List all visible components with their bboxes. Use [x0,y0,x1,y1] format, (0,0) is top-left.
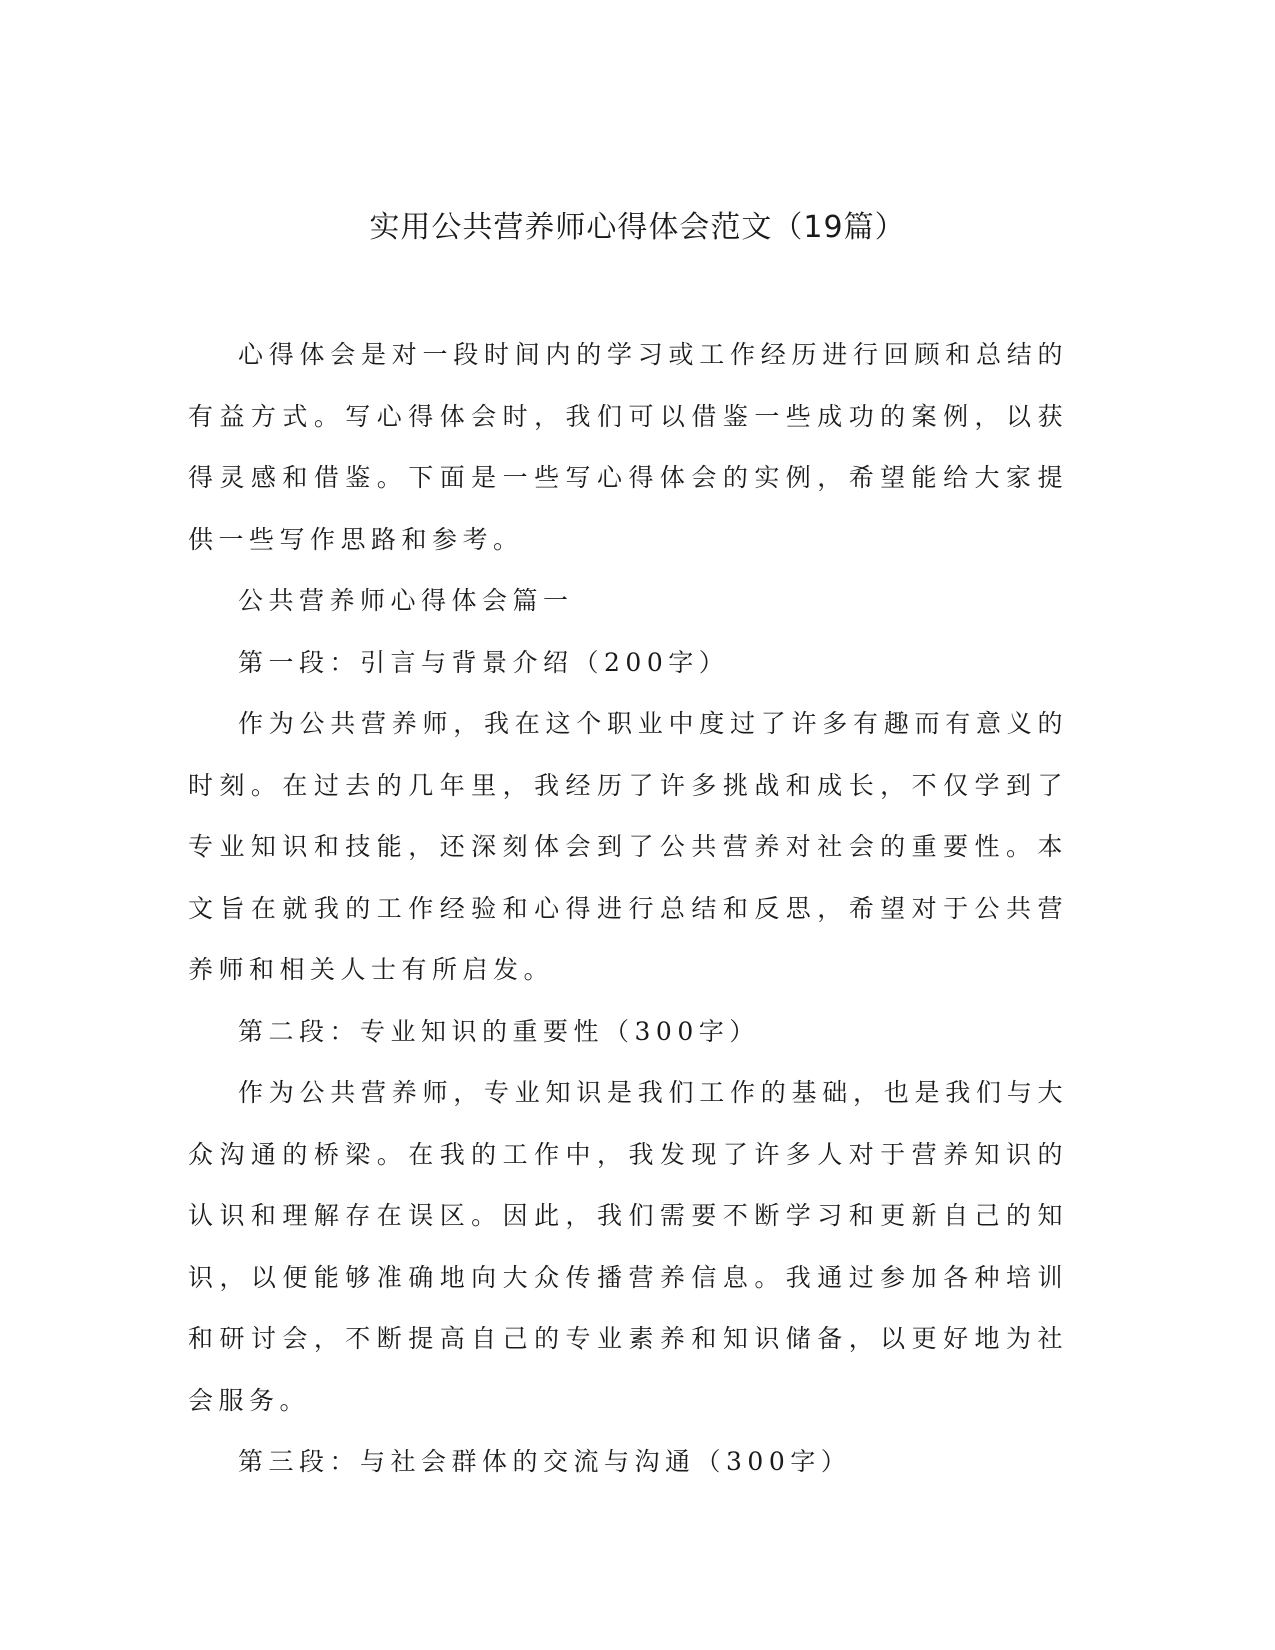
section-heading: 第二段：专业知识的重要性（300字） [238,1016,760,1046]
intro-paragraph: 心得体会是对一段时间内的学习或工作经历进行回顾和总结的有益方式。写心得体会时，我们可以借鉴一些成功的案例，以获得灵感和借鉴。下面是一些写心得体会的实例，希望能给大家提供一些写作思路和参考。 [188,340,1068,554]
section-heading: 第一段：引言与背景介绍（200字） [238,647,730,677]
section-paragraph: 作为公共营养师，我在这个职业中度过了许多有趣而有意义的时刻。在过去的几年里，我经历了许多挑战和成长，不仅学到了专业知识和技能，还深刻体会到了公共营养对社会的重要性。本文旨在就我的工作经验和心得进行总结和反思，希望对于公共营养师和相关人士有所启发。 [188,709,1068,984]
document-body [188,324,1068,1493]
chapter-title: 公共营养师心得体会篇一 [238,586,574,615]
section-heading: 第三段：与社会群体的交流与沟通（300字） [238,1447,852,1476]
section-paragraph: 作为公共营养师，专业知识是我们工作的基础，也是我们与大众沟通的桥梁。在我的工作中，我发现了许多人对于营养知识的认识和理解存在误区。因此，我们需要不断学习和更新自己的知识，以便能够准确地向大众传播营养信息。我通过参加各种培训和研讨会，不断提高自己的专业素养和知识储备，以更好地为社会服务。 [188,1078,1068,1415]
document-title: 实用公共营养师心得体会范文（19篇） [369,210,906,245]
